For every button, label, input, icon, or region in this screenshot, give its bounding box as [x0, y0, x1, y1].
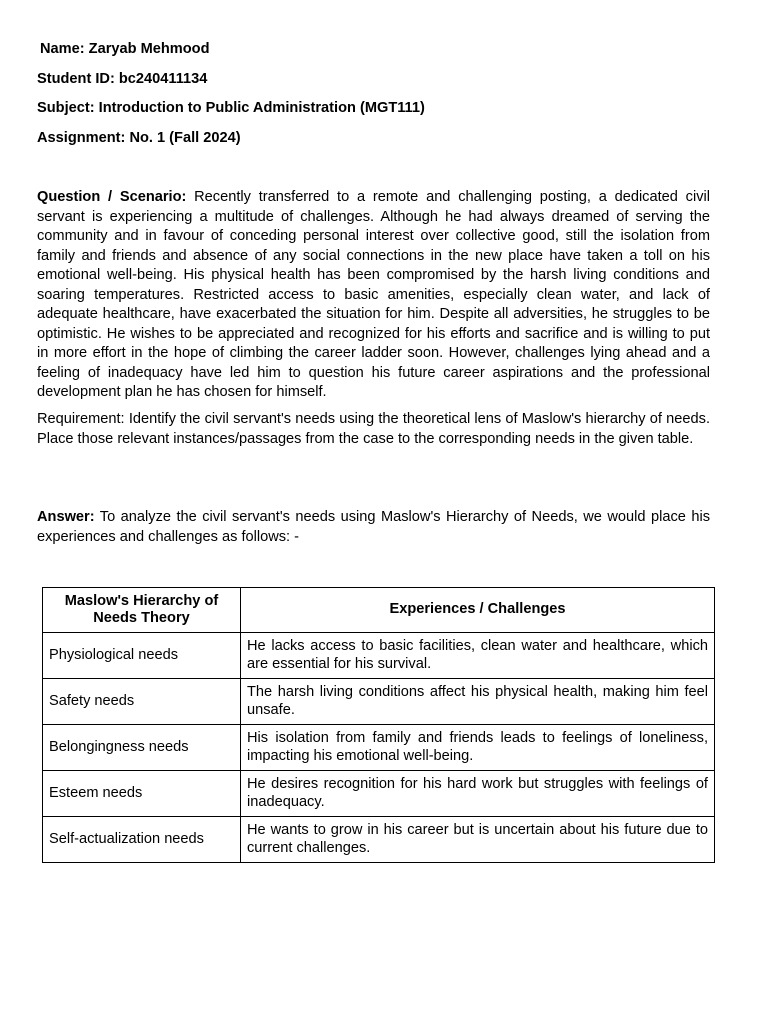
subject-label: Subject: — [37, 100, 95, 116]
requirement-text: Requirement: Identify the civil servant's needs using the theoretical lens of Maslow's hierarchy of needs. Place those relevant instances/passages from the case to the corresponding needs in the given table. — [37, 411, 710, 447]
answer-paragraph — [37, 508, 710, 547]
name-label: Name: — [40, 41, 85, 57]
need-cell: Safety needs — [43, 679, 241, 725]
student-id-label: Student ID: — [37, 71, 115, 87]
assignment-label: Assignment: — [37, 130, 126, 146]
student-id-value: bc240411134 — [118, 71, 208, 87]
requirement-paragraph — [37, 410, 710, 449]
need-cell: Self-actualization needs — [43, 817, 241, 863]
subject-value: Introduction to Public Administration (MGT111) — [98, 100, 425, 116]
experience-cell: He wants to grow in his career but is uncertain about his future due to current challenges. — [241, 817, 715, 863]
table-header-row — [43, 588, 715, 633]
assignment-value: No. 1 (Fall 2024) — [129, 130, 241, 146]
header-experiences-challenges: Experiences / Challenges — [241, 588, 715, 633]
table-row — [43, 679, 715, 725]
subject-line — [37, 99, 425, 119]
table-row — [43, 725, 715, 771]
table-row — [43, 817, 715, 863]
question-text: Recently transferred to a remote and challenging posting, a dedicated civil servant is experiencing a multitude of challenges. Although he had always dreamed of serving the community and in favour of conceding personal interest over collective good, still the isolation from family and friends and absence of any social connections in the new place have taken a toll on his emotional well-being. His physical health has been compromised by the harsh living conditions and soaring temperatures. Restricted access to basic amenities, especially clean water, and lack of adequate healthcare, have exacerbated the situation for him. Despite all adversities, he struggles to be optimistic. He wishes to be appreciated and recognized for his efforts and sacrifice and is willing to put in more effort in the hope of climbing the career ladder soon. However, challenges lying ahead and a feeling of inadequacy have led him to question his future career aspirations and the professional development plan he has chosen for himself. — [37, 189, 710, 400]
need-cell: Belongingness needs — [43, 725, 241, 771]
table-row — [43, 771, 715, 817]
answer-label: Answer: — [37, 509, 95, 525]
question-scenario-paragraph — [37, 188, 710, 403]
experience-cell: His isolation from family and friends leads to feelings of loneliness, impacting his emotional well-being. — [241, 725, 715, 771]
need-cell: Esteem needs — [43, 771, 241, 817]
experience-cell: The harsh living conditions affect his physical health, making him feel unsafe. — [241, 679, 715, 725]
student-id-line — [37, 70, 207, 90]
header-maslow-theory: Maslow's Hierarchy of Needs Theory — [43, 588, 241, 633]
student-name-line — [40, 40, 210, 60]
need-cell: Physiological needs — [43, 633, 241, 679]
answer-text: To analyze the civil servant's needs using Maslow's Hierarchy of Needs, we would place his experiences and challenges as follows: - — [37, 509, 710, 545]
assignment-line — [37, 129, 241, 149]
question-label: Question / Scenario: — [37, 189, 187, 205]
experience-cell: He lacks access to basic facilities, clean water and healthcare, which are essential for his survival. — [241, 633, 715, 679]
experience-cell: He desires recognition for his hard work but struggles with feelings of inadequacy. — [241, 771, 715, 817]
name-value: Zaryab Mehmood — [88, 41, 210, 57]
maslow-needs-table — [42, 587, 715, 863]
table-row — [43, 633, 715, 679]
